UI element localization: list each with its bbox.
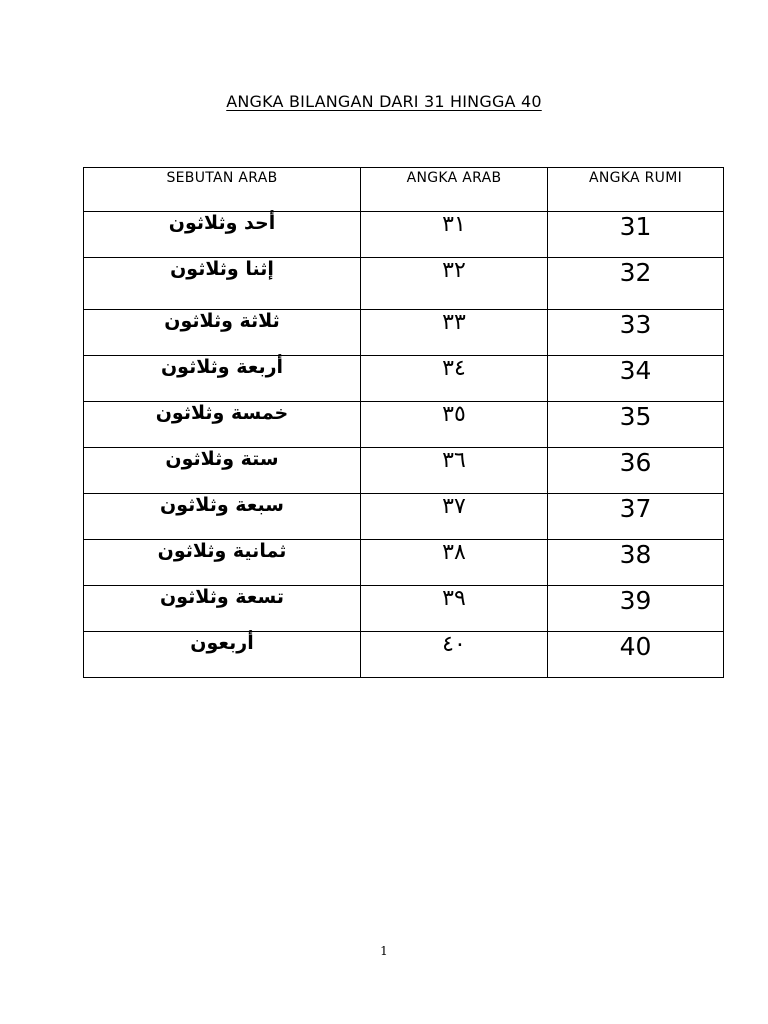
page-number: 1 [380,944,388,958]
angka-arab-cell: ٣٧ [361,494,548,540]
angka-rumi-cell: 37 [548,494,724,540]
header-angka-arab: ANGKA ARAB [361,168,548,212]
angka-rumi-cell: 40 [548,632,724,678]
table-row [84,540,724,586]
header-sebutan-arab: SEBUTAN ARAB [84,168,361,212]
sebutan-arab-cell: أربعة وثلاثون [84,356,361,402]
table-row [84,258,724,310]
table-row [84,310,724,356]
angka-arab-cell: ٣٥ [361,402,548,448]
angka-rumi-cell: 31 [548,212,724,258]
angka-rumi-cell: 39 [548,586,724,632]
header-angka-rumi: ANGKA RUMI [548,168,724,212]
sebutan-arab-cell: خمسة وثلاثون [84,402,361,448]
sebutan-arab-cell: إثنا وثلاثون [84,258,361,310]
table-row [84,586,724,632]
angka-rumi-cell: 33 [548,310,724,356]
angka-arab-cell: ٣٨ [361,540,548,586]
page-title: ANGKA BILANGAN DARI 31 HINGGA 40 [226,92,542,111]
angka-arab-cell: ٣٩ [361,586,548,632]
sebutan-arab-cell: سبعة وثلاثون [84,494,361,540]
angka-arab-cell: ٣٤ [361,356,548,402]
angka-arab-cell: ٣١ [361,212,548,258]
angka-arab-cell: ٣٦ [361,448,548,494]
table-row [84,632,724,678]
sebutan-arab-cell: أربعون [84,632,361,678]
angka-rumi-cell: 35 [548,402,724,448]
sebutan-arab-cell: ثمانية وثلاثون [84,540,361,586]
table-row [84,212,724,258]
angka-rumi-cell: 36 [548,448,724,494]
angka-rumi-cell: 38 [548,540,724,586]
angka-rumi-cell: 32 [548,258,724,310]
table-row [84,356,724,402]
sebutan-arab-cell: ستة وثلاثون [84,448,361,494]
table-row [84,402,724,448]
numbers-table [83,167,724,678]
sebutan-arab-cell: ثلاثة وثلاثون [84,310,361,356]
angka-arab-cell: ٣٢ [361,258,548,310]
table-row [84,494,724,540]
angka-arab-cell: ٤٠ [361,632,548,678]
sebutan-arab-cell: أحد وثلاثون [84,212,361,258]
angka-arab-cell: ٣٣ [361,310,548,356]
table-row [84,448,724,494]
angka-rumi-cell: 34 [548,356,724,402]
sebutan-arab-cell: تسعة وثلاثون [84,586,361,632]
table-header-row [84,168,724,212]
